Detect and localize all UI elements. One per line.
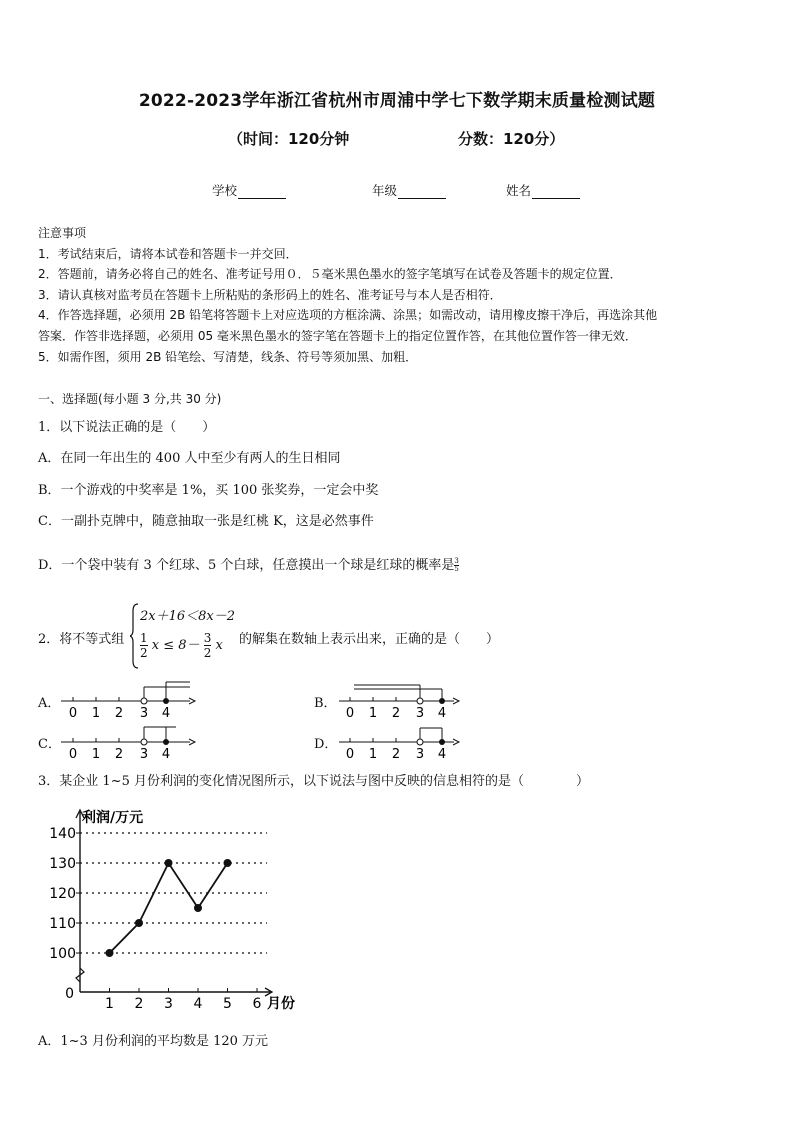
data-point	[165, 859, 173, 867]
inequality-1: 2x＋16＜8x－2	[140, 609, 236, 624]
number-line-c	[58, 718, 198, 762]
name-label: 姓名	[506, 183, 532, 198]
tick-label: 2	[114, 706, 124, 721]
q2-label-a: A．	[38, 696, 61, 711]
x-tick-label: 5	[223, 996, 232, 1012]
brace-icon	[130, 603, 140, 669]
profit-line-chart	[40, 800, 330, 1020]
number-line-a	[58, 677, 198, 721]
data-point	[135, 919, 143, 927]
tick-label: 4	[161, 706, 171, 721]
q1-option-c: C．一副扑克牌中，随意抽取一张是红桃 K，这是必然事件	[38, 514, 374, 529]
tick-label: 3	[415, 747, 425, 762]
tick-label: 1	[91, 706, 101, 721]
tick-label: 2	[391, 747, 401, 762]
tick-label: 4	[437, 706, 447, 721]
notice-item: 1．考试结束后，请将本试卷和答题卡一并交回．	[38, 247, 298, 261]
y-tick-label: 140	[49, 826, 76, 842]
notice-item: 3．请认真核对监考员在答题卡上所粘贴的条形码上的姓名、准考证号与本人是否相符．	[38, 288, 502, 302]
tick-label: 3	[139, 706, 149, 721]
tick-label: 0	[345, 747, 355, 762]
y-tick-label: 100	[49, 946, 76, 962]
number-line-b	[334, 677, 464, 721]
q1-option-d	[38, 554, 459, 573]
fraction-numerator: 1	[140, 631, 148, 645]
notice-heading: 注意事项	[38, 226, 87, 240]
q2-label-c: C．	[38, 737, 61, 752]
notice-item: 答案．作答非选择题，必须用 05 毫米黑色墨水的签字笔在答题卡上的指定位置作答，在其他位置作答一律无效．	[38, 329, 637, 343]
tick-label: 3	[415, 706, 425, 721]
tick-label: 1	[368, 747, 378, 762]
series-line	[110, 863, 228, 953]
tick-label: 2	[114, 747, 124, 762]
data-point	[106, 949, 114, 957]
fraction	[454, 558, 458, 573]
q2-label-b: B．	[314, 696, 337, 711]
data-point	[224, 859, 232, 867]
inequality-text: x	[215, 638, 223, 653]
fraction-numerator: 3	[454, 557, 459, 565]
tick-label: 0	[68, 706, 78, 721]
q2-label-d: D．	[314, 737, 338, 752]
fraction	[140, 631, 148, 660]
grade-label: 年级	[372, 183, 398, 198]
y-tick-label: 120	[49, 886, 76, 902]
tick-label: 1	[91, 747, 101, 762]
x-tick-label: 3	[164, 996, 173, 1012]
x-tick-label: 6	[252, 996, 262, 1012]
section-heading: 一、选择题(每小题 3 分,共 30 分)	[38, 392, 222, 406]
q1-option-b: B．一个游戏的中奖率是 1%，买 100 张奖券，一定会中奖	[38, 483, 379, 498]
notice-item: 5．如需作图，须用 2B 铅笔绘、写清楚，线条、符号等须加黑、加粗．	[38, 350, 418, 364]
q3-option-a: A．1~3 月份利润的平均数是 120 万元	[38, 1034, 269, 1049]
notice-item: 4．作答选择题，必须用 2B 铅笔将答题卡上对应选项的方框涂满、涂黑；如需改动，请用橡皮擦干净后，再选涂其他	[38, 308, 658, 322]
name-field	[506, 181, 580, 199]
x-tick-label: 1	[105, 996, 114, 1012]
tick-label: 2	[391, 706, 401, 721]
fraction-numerator: 3	[203, 631, 212, 645]
name-blank	[532, 186, 580, 199]
q2-suffix: 的解集在数轴上表示出来，正确的是（ ）	[239, 632, 500, 647]
tick-label: 4	[437, 747, 447, 762]
x-tick-label: 2	[134, 996, 144, 1012]
data-point	[194, 904, 202, 912]
school-blank	[238, 186, 286, 199]
number-line-d	[334, 718, 464, 762]
notice-item: 2．答题前，请务必将自己的姓名、准考证号用０．５毫米黑色墨水的签字笔填写在试卷及答题卡的规定位置．	[38, 267, 622, 281]
y-axis-title: 利润/万元	[82, 810, 144, 826]
tick-label: 4	[161, 747, 171, 762]
inequality-2	[140, 631, 223, 660]
y-tick-label: 110	[49, 916, 76, 932]
grade-field	[372, 181, 446, 199]
q3-stem: 3．某企业 1~5 月份利润的变化情况图所示，以下说法与图中反映的信息相符的是（ ）	[38, 774, 589, 789]
q1-stem: 1．以下说法正确的是（ ）	[38, 420, 216, 435]
x-axis-title: 月份	[267, 996, 295, 1012]
inequality-text: x ≤ 8－	[151, 638, 200, 653]
tick-label: 1	[368, 706, 378, 721]
school-label: 学校	[212, 183, 238, 198]
tick-label: 0	[68, 747, 78, 762]
q1-option-d-text: D．一个袋中装有 3 个红球、5 个白球，任意摸出一个球是红球的概率是	[38, 558, 455, 573]
grade-blank	[398, 186, 446, 199]
fraction	[204, 631, 212, 660]
fraction-denominator: 5	[454, 565, 459, 573]
time-limit: （时间：120分钟	[228, 130, 350, 148]
x-tick-label: 4	[193, 996, 203, 1012]
q2-prefix: 2．将不等式组	[38, 632, 125, 647]
tick-label: 3	[139, 747, 149, 762]
fraction-denominator: 2	[140, 646, 148, 660]
tick-label: 0	[345, 706, 355, 721]
y-tick-label: 130	[49, 856, 76, 872]
y-tick-label: 0	[65, 986, 74, 1002]
q1-option-a: A．在同一年出生的 400 人中至少有两人的生日相同	[38, 451, 341, 466]
page-title: 2022-2023学年浙江省杭州市周浦中学七下数学期末质量检测试题	[138, 91, 656, 111]
fraction-denominator: 2	[203, 646, 212, 660]
school-field	[212, 181, 286, 199]
total-score: 分数：120分）	[458, 130, 565, 148]
